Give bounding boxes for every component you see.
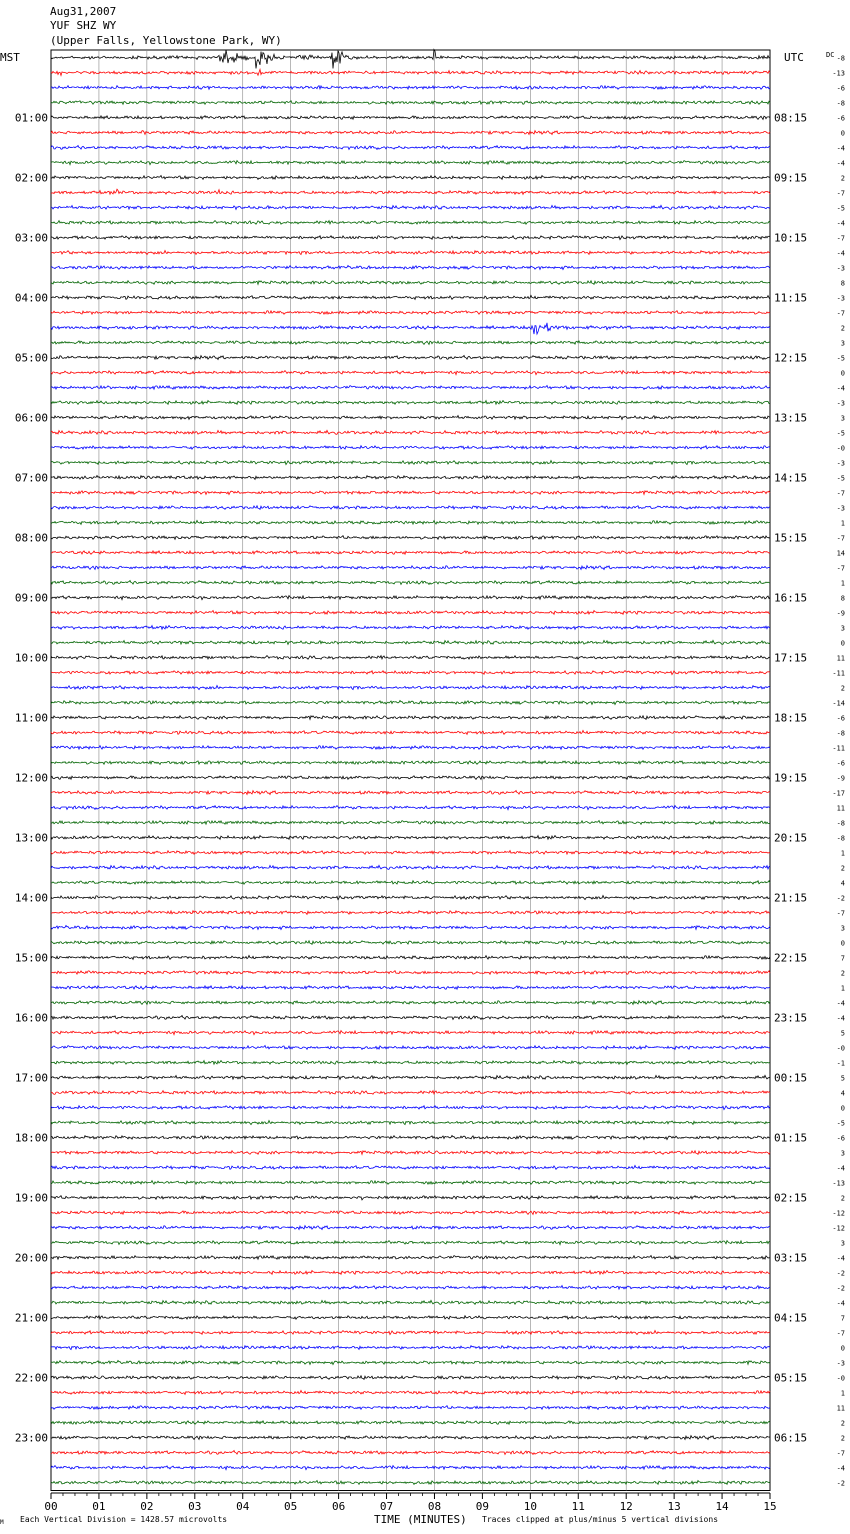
x-axis-title: TIME (MINUTES) [374,1513,467,1526]
trace-line-65 [51,1031,770,1035]
dc-offset-label: 0 [840,1344,845,1353]
dc-offset-label: 2 [840,174,845,183]
trace-line-72 [51,1136,770,1140]
x-tick-label: 09 [475,1500,490,1513]
utc-label: 14:15 [774,471,808,485]
dc-offset-label: -5 [836,429,845,438]
dc-offset-label: 1 [840,1389,845,1398]
dc-offset-label: 3 [840,414,845,423]
trace-line-78 [51,1226,770,1230]
utc-label: 05:15 [774,1371,808,1385]
dc-offset-label: -4 [836,384,845,393]
trace-lines [51,50,770,1485]
trace-line-75 [51,1181,770,1185]
trace-line-95 [51,1481,770,1485]
x-tick-label: 02 [140,1500,154,1513]
dc-offset-label: -3 [836,504,845,513]
x-tick-label: 07 [379,1500,394,1513]
trace-line-91 [51,1421,770,1425]
utc-label: 21:15 [774,891,808,905]
utc-label: 20:15 [774,831,808,845]
dc-offset-label: -3 [836,399,845,408]
mst-label: 13:00 [14,831,48,845]
trace-line-50 [51,806,770,810]
trace-line-16 [51,296,770,300]
dc-offset-label: 5 [840,1029,845,1038]
dc-offset-labels [832,55,845,1488]
trace-line-11 [51,221,770,225]
utc-label: 01:15 [774,1131,808,1145]
trace-line-56 [51,896,770,900]
utc-label: 17:15 [774,651,808,665]
dc-offset-label: -1 [836,1059,845,1068]
trace-line-40 [51,656,770,660]
x-tick-label: 01 [92,1500,106,1513]
dc-offset-label: 14 [836,549,845,558]
dc-offset-label: 3 [840,1239,845,1248]
trace-line-79 [51,1241,770,1245]
mst-label: 01:00 [14,111,48,125]
mst-label: 11:00 [14,711,48,725]
dc-offset-label: 2 [840,864,845,873]
mst-label: 18:00 [14,1131,48,1145]
dc-offset-label: -2 [836,894,845,903]
trace-line-19 [51,341,770,345]
x-tick-label: 04 [236,1500,250,1513]
corner-mark: M [0,1519,4,1526]
trace-line-24 [51,416,770,420]
dc-offset-label: 3 [840,924,845,933]
trace-line-83 [51,1300,770,1304]
dc-offset-label: 3 [840,1149,845,1158]
utc-label: 10:15 [774,231,808,245]
dc-offset-label: -7 [836,1449,845,1458]
trace-line-90 [51,1406,770,1410]
trace-line-89 [51,1391,770,1395]
utc-label: 15:15 [774,531,808,545]
dc-offset-label: -5 [836,354,845,363]
header-station: YUF SHZ WY [50,19,117,32]
utc-label: 13:15 [774,411,808,425]
dc-offset-label: -4 [836,1164,845,1173]
dc-offset-label: -11 [832,669,845,678]
dc-offset-label: -7 [836,534,845,543]
dc-offset-label: -3 [836,1359,845,1368]
trace-line-55 [51,881,770,885]
trace-line-38 [51,626,770,630]
trace-line-37 [51,611,770,615]
trace-line-67 [51,1061,770,1065]
minute-gridlines [51,50,770,1491]
dc-offset-label: 11 [836,1404,845,1413]
trace-line-84 [51,1316,770,1320]
mst-label: 02:00 [14,171,48,185]
header-location: (Upper Falls, Yellowstone Park, WY) [50,34,282,47]
plot-frame [51,50,770,1491]
dc-offset-label: -6 [836,759,845,768]
trace-line-81 [51,1271,770,1275]
header-date: Aug31,2007 [50,5,117,18]
trace-line-88 [51,1376,770,1380]
trace-line-74 [51,1166,770,1170]
mst-label: 07:00 [14,471,48,485]
dc-offset-label: -8 [836,99,845,108]
mst-label: 10:00 [14,651,48,665]
mst-label: 23:00 [14,1431,48,1445]
trace-line-25 [51,430,770,434]
dc-offset-label: -7 [836,309,845,318]
dc-offset-label: -7 [836,489,845,498]
dc-offset-label: -3 [836,264,845,273]
trace-line-8 [51,176,770,180]
trace-line-29 [51,491,770,495]
trace-line-14 [51,266,770,270]
dc-offset-label: -7 [836,909,845,918]
dc-offset-label: -4 [836,1299,845,1308]
dc-offset-label: -7 [836,1329,845,1338]
dc-offset-label: -8 [836,819,845,828]
x-tick-label: 14 [715,1500,729,1513]
trace-line-22 [51,386,770,390]
utc-label: 12:15 [774,351,808,365]
time-axis [44,1493,776,1513]
trace-line-26 [51,446,770,450]
mst-label: 05:00 [14,351,48,365]
dc-offset-label: -4 [836,1014,845,1023]
utc-label: 04:15 [774,1311,808,1325]
utc-label: 06:15 [774,1431,808,1445]
trace-line-47 [51,761,770,765]
dc-offset-label: -13 [832,1179,845,1188]
trace-line-49 [51,791,770,795]
mst-label: 09:00 [14,591,48,605]
utc-label: 22:15 [774,951,808,965]
utc-label: 08:15 [774,111,808,125]
utc-hour-labels [774,112,807,1445]
trace-line-43 [51,701,770,705]
dc-offset-label: 1 [840,849,845,858]
mst-label: 20:00 [14,1251,48,1265]
trace-line-44 [51,716,770,720]
trace-line-54 [51,865,770,869]
trace-line-1 [51,69,770,75]
trace-line-33 [51,551,770,555]
dc-offset-label: -4 [836,144,845,153]
trace-line-73 [51,1151,770,1155]
trace-line-0 [51,50,770,69]
x-tick-label: 15 [763,1500,777,1513]
dc-offset-label: 4 [840,879,845,888]
trace-line-61 [51,971,770,975]
dc-offset-label: 3 [840,624,845,633]
mst-label: 15:00 [14,951,48,965]
trace-line-51 [51,821,770,825]
dc-offset-label: -5 [836,204,845,213]
utc-label: 09:15 [774,171,808,185]
dc-offset-label: 0 [840,1104,845,1113]
trace-line-2 [51,86,770,90]
dc-offset-label: -8 [836,54,845,63]
utc-label: 11:15 [774,291,808,305]
dc-offset-label: -12 [832,1209,845,1218]
dc-offset-label: -3 [836,459,845,468]
dc-offset-label: 1 [840,984,845,993]
dc-offset-label: 7 [840,954,845,963]
dc-offset-label: -6 [836,714,845,723]
trace-line-36 [51,596,770,600]
trace-line-18 [51,323,770,334]
trace-line-66 [51,1046,770,1050]
x-tick-label: 05 [284,1500,298,1513]
trace-line-41 [51,671,770,675]
mst-label: 12:00 [14,771,48,785]
dc-offset-label: -7 [836,189,845,198]
trace-line-76 [51,1196,770,1200]
x-tick-label: 00 [44,1500,58,1513]
trace-line-30 [51,506,770,510]
dc-offset-label: 8 [840,279,845,288]
trace-line-9 [51,189,770,194]
left-timezone-label: MST [0,51,20,64]
dc-offset-label: 4 [840,1089,845,1098]
utc-label: 02:15 [774,1191,808,1205]
x-tick-label: 08 [427,1500,442,1513]
dc-offset-label: -14 [832,699,845,708]
x-tick-label: 10 [523,1500,537,1513]
mst-label: 19:00 [14,1191,48,1205]
dc-offset-label: 0 [840,369,845,378]
trace-line-60 [51,956,770,960]
trace-line-45 [51,731,770,735]
trace-line-69 [51,1091,770,1095]
trace-line-32 [51,536,770,540]
right-timezone-label: UTC [784,51,804,64]
dc-offset-label: 0 [840,639,845,648]
dc-offset-label: -0 [836,1374,845,1383]
trace-line-4 [51,116,770,120]
trace-line-92 [51,1436,770,1440]
trace-line-27 [51,461,770,465]
trace-line-10 [51,205,770,209]
dc-offset-label: 2 [840,684,845,693]
trace-line-82 [51,1286,770,1290]
mst-label: 17:00 [14,1071,48,1085]
dc-offset-label: -11 [832,744,845,753]
trace-line-5 [51,131,770,135]
trace-line-28 [51,476,770,480]
dc-offset-label: -6 [836,84,845,93]
dc-offset-label: 0 [840,939,845,948]
dc-offset-label: -9 [836,774,845,783]
dc-header-label: DC [826,51,835,59]
trace-line-80 [51,1256,770,1260]
mst-label: 08:00 [14,531,48,545]
utc-label: 03:15 [774,1251,808,1265]
dc-offset-label: 5 [840,1074,845,1083]
trace-line-12 [51,236,770,240]
trace-line-63 [51,1001,770,1005]
trace-line-68 [51,1075,770,1079]
utc-label: 23:15 [774,1011,808,1025]
trace-line-42 [51,686,770,690]
trace-line-70 [51,1106,770,1110]
dc-offset-label: -4 [836,159,845,168]
dc-offset-label: -13 [832,69,845,78]
dc-offset-label: 8 [840,594,845,603]
dc-offset-label: -5 [836,474,845,483]
mst-label: 21:00 [14,1311,48,1325]
dc-offset-label: -0 [836,1044,845,1053]
trace-line-71 [51,1121,770,1125]
trace-line-93 [51,1451,770,1455]
dc-offset-label: -4 [836,249,845,258]
dc-offset-label: 2 [840,1419,845,1428]
trace-line-87 [51,1361,770,1365]
dc-offset-label: -7 [836,234,845,243]
dc-offset-label: -4 [836,219,845,228]
trace-line-62 [51,986,770,990]
utc-label: 00:15 [774,1071,808,1085]
dc-offset-label: -8 [836,834,845,843]
dc-offset-label: 1 [840,579,845,588]
dc-offset-label: 11 [836,804,845,813]
mst-label: 03:00 [14,231,48,245]
dc-offset-label: 2 [840,1434,845,1443]
dc-offset-label: 7 [840,1314,845,1323]
trace-line-46 [51,746,770,750]
trace-line-48 [51,776,770,780]
x-tick-label: 11 [571,1500,585,1513]
trace-line-64 [51,1016,770,1020]
trace-line-39 [51,640,770,644]
dc-offset-label: -8 [836,729,845,738]
trace-line-58 [51,926,770,930]
mst-label: 04:00 [14,291,48,305]
trace-line-21 [51,371,770,375]
dc-offset-label: -4 [836,1254,845,1263]
trace-line-15 [51,281,770,285]
dc-offset-label: -5 [836,1119,845,1128]
trace-line-94 [51,1466,770,1470]
trace-line-86 [51,1346,770,1350]
mst-label: 22:00 [14,1371,48,1385]
trace-line-77 [51,1211,770,1215]
dc-offset-label: -7 [836,564,845,573]
dc-offset-label: -6 [836,114,845,123]
mst-label: 06:00 [14,411,48,425]
trace-line-31 [51,521,770,525]
utc-label: 18:15 [774,711,808,725]
x-tick-label: 12 [619,1500,633,1513]
dc-offset-label: -2 [836,1284,845,1293]
clip-note: Traces clipped at plus/minus 5 vertical divisions [482,1515,719,1524]
dc-offset-label: 2 [840,324,845,333]
trace-line-20 [51,356,770,360]
utc-label: 16:15 [774,591,808,605]
dc-offset-label: 2 [840,969,845,978]
dc-offset-label: -12 [832,1224,845,1233]
utc-label: 19:15 [774,771,808,785]
dc-offset-label: -0 [836,444,845,453]
dc-offset-label: -2 [836,1479,845,1488]
x-tick-label: 13 [667,1500,681,1513]
dc-offset-label: 2 [840,1194,845,1203]
dc-offset-label: -9 [836,609,845,618]
dc-offset-label: 3 [840,339,845,348]
trace-line-3 [51,101,770,105]
trace-line-57 [51,911,770,915]
mst-label: 16:00 [14,1011,48,1025]
trace-line-6 [51,146,770,150]
mst-label: 14:00 [14,891,48,905]
dc-offset-label: 11 [836,654,845,663]
trace-line-7 [51,161,770,165]
dc-offset-label: -2 [836,1269,845,1278]
trace-line-23 [51,401,770,405]
mst-hour-labels [15,112,48,1445]
x-tick-label: 03 [188,1500,202,1513]
trace-line-85 [51,1331,770,1335]
dc-offset-label: -4 [836,1464,845,1473]
trace-line-13 [51,251,770,255]
trace-line-59 [51,941,770,945]
trace-line-53 [51,851,770,855]
trace-line-52 [51,836,770,840]
trace-line-17 [51,311,770,315]
x-tick-label: 06 [331,1500,346,1513]
dc-offset-label: -3 [836,294,845,303]
dc-offset-label: -17 [832,789,845,798]
dc-offset-label: 1 [840,519,845,528]
dc-offset-label: -6 [836,1134,845,1143]
dc-offset-label: 0 [840,129,845,138]
scale-note: Each Vertical Division = 1428.57 microvolts [20,1515,228,1524]
trace-line-34 [51,566,770,570]
trace-line-35 [51,581,770,585]
dc-offset-label: -4 [836,999,845,1008]
